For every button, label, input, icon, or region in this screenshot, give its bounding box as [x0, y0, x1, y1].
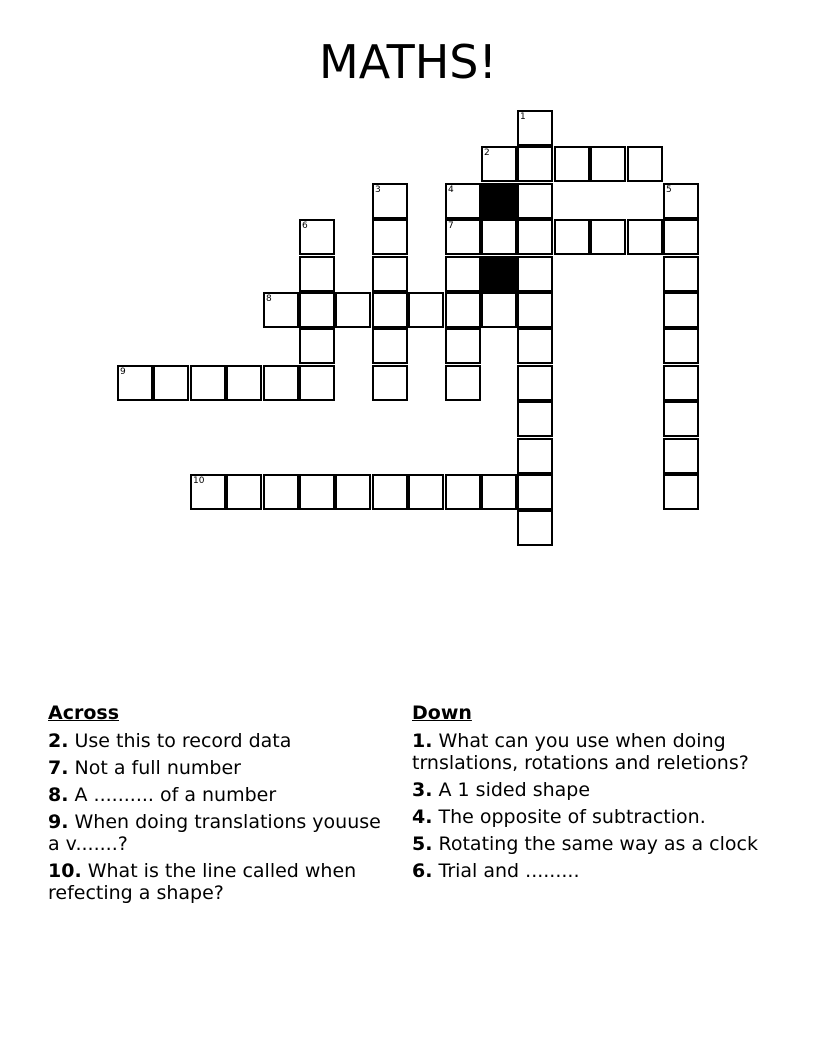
- across-clues: [48, 702, 398, 909]
- clue-text: What is the line called when refecting a shape?: [48, 860, 357, 904]
- clue-number: 2.: [48, 730, 69, 752]
- clue-item: [48, 757, 398, 779]
- cell-number: 7: [448, 221, 454, 231]
- crossword-cell[interactable]: [299, 292, 335, 328]
- crossword-cell[interactable]: [299, 256, 335, 292]
- crossword-cell[interactable]: [372, 219, 408, 255]
- crossword-cell[interactable]: [517, 146, 553, 182]
- crossword-cell[interactable]: [663, 183, 699, 219]
- crossword-cell[interactable]: [445, 292, 481, 328]
- crossword-cell[interactable]: [627, 219, 663, 255]
- crossword-cell[interactable]: [445, 219, 481, 255]
- clue-item: [48, 730, 398, 752]
- clue-number: 3.: [412, 779, 433, 801]
- crossword-cell[interactable]: [190, 474, 226, 510]
- crossword-cell[interactable]: [663, 256, 699, 292]
- clue-text: The opposite of subtraction.: [438, 806, 706, 828]
- crossword-cell[interactable]: [590, 146, 626, 182]
- crossword-cell[interactable]: [663, 328, 699, 364]
- crossword-cell[interactable]: [226, 474, 262, 510]
- clue-text: A 1 sided shape: [438, 779, 591, 801]
- clue-number: 10.: [48, 860, 82, 882]
- crossword-cell[interactable]: [372, 365, 408, 401]
- crossword-cell[interactable]: [481, 474, 517, 510]
- clue-text: Trial and .........: [438, 860, 580, 882]
- crossword-cell[interactable]: [408, 474, 444, 510]
- clue-item: [412, 860, 762, 882]
- crossword-cell[interactable]: [445, 365, 481, 401]
- crossword-cell[interactable]: [517, 256, 553, 292]
- crossword-cell[interactable]: [299, 219, 335, 255]
- clue-text: A .......... of a number: [74, 784, 277, 806]
- crossword-cell[interactable]: [445, 328, 481, 364]
- clue-text: Not a full number: [74, 757, 241, 779]
- crossword-cell[interactable]: [517, 110, 553, 146]
- clue-item: [48, 811, 398, 855]
- cell-number: 8: [266, 294, 272, 304]
- crossword-block: [481, 256, 517, 292]
- crossword-cell[interactable]: [517, 328, 553, 364]
- crossword-cell[interactable]: [190, 365, 226, 401]
- clue-text: When doing translations youuse a v.......?: [48, 811, 381, 855]
- clue-text: Use this to record data: [74, 730, 292, 752]
- crossword-cell[interactable]: [372, 183, 408, 219]
- clue-item: [412, 730, 762, 774]
- crossword-cell[interactable]: [445, 183, 481, 219]
- crossword-cell[interactable]: [263, 474, 299, 510]
- crossword-cell[interactable]: [517, 438, 553, 474]
- crossword-cell[interactable]: [481, 292, 517, 328]
- crossword-cell[interactable]: [517, 292, 553, 328]
- crossword-cell[interactable]: [517, 183, 553, 219]
- clue-number: 8.: [48, 784, 69, 806]
- crossword-cell[interactable]: [663, 474, 699, 510]
- clue-item: [412, 779, 762, 801]
- cell-number: 5: [666, 185, 672, 195]
- crossword-cell[interactable]: [517, 510, 553, 546]
- crossword-cell[interactable]: [554, 146, 590, 182]
- crossword-cell[interactable]: [517, 474, 553, 510]
- crossword-cell[interactable]: [372, 328, 408, 364]
- across-heading: Across: [48, 702, 120, 724]
- crossword-cell[interactable]: [663, 438, 699, 474]
- page-title: MATHS!: [319, 35, 497, 89]
- clue-number: 1.: [412, 730, 433, 752]
- cell-number: 10: [193, 476, 205, 486]
- crossword-cell[interactable]: [517, 219, 553, 255]
- clue-item: [48, 784, 398, 806]
- clue-item: [412, 806, 762, 828]
- crossword-cell[interactable]: [153, 365, 189, 401]
- crossword-cell[interactable]: [263, 365, 299, 401]
- crossword-cell[interactable]: [263, 292, 299, 328]
- down-clues: [412, 702, 762, 887]
- cell-number: 1: [520, 112, 526, 122]
- clue-text: Rotating the same way as a clock: [438, 833, 758, 855]
- crossword-cell[interactable]: [372, 256, 408, 292]
- crossword-cell[interactable]: [408, 292, 444, 328]
- crossword-cell[interactable]: [554, 219, 590, 255]
- crossword-cell[interactable]: [663, 292, 699, 328]
- clue-number: 5.: [412, 833, 433, 855]
- crossword-cell[interactable]: [517, 401, 553, 437]
- crossword-cell[interactable]: [517, 365, 553, 401]
- clue-item: [412, 833, 762, 855]
- crossword-cell[interactable]: [590, 219, 626, 255]
- crossword-cell[interactable]: [335, 474, 371, 510]
- crossword-cell[interactable]: [445, 256, 481, 292]
- crossword-cell[interactable]: [663, 365, 699, 401]
- crossword-cell[interactable]: [372, 292, 408, 328]
- clue-number: 9.: [48, 811, 69, 833]
- crossword-cell[interactable]: [299, 328, 335, 364]
- crossword-cell[interactable]: [663, 219, 699, 255]
- crossword-cell[interactable]: [117, 365, 153, 401]
- crossword-cell[interactable]: [299, 365, 335, 401]
- cell-number: 4: [448, 185, 454, 195]
- crossword-block: [481, 183, 517, 219]
- crossword-cell[interactable]: [663, 401, 699, 437]
- clue-number: 4.: [412, 806, 433, 828]
- clue-text: What can you use when doing trnslations, rotations and reletions?: [412, 730, 749, 774]
- clue-number: 6.: [412, 860, 433, 882]
- crossword-cell[interactable]: [445, 474, 481, 510]
- crossword-cell[interactable]: [481, 219, 517, 255]
- down-heading: Down: [412, 702, 472, 724]
- crossword-cell[interactable]: [299, 474, 335, 510]
- cell-number: 3: [375, 185, 381, 195]
- crossword-cell[interactable]: [481, 146, 517, 182]
- crossword-cell[interactable]: [627, 146, 663, 182]
- crossword-cell[interactable]: [335, 292, 371, 328]
- clue-item: [48, 860, 398, 904]
- clue-number: 7.: [48, 757, 69, 779]
- cell-number: 9: [120, 367, 126, 377]
- cell-number: 6: [302, 221, 308, 231]
- crossword-cell[interactable]: [226, 365, 262, 401]
- cell-number: 2: [484, 148, 490, 158]
- crossword-cell[interactable]: [372, 474, 408, 510]
